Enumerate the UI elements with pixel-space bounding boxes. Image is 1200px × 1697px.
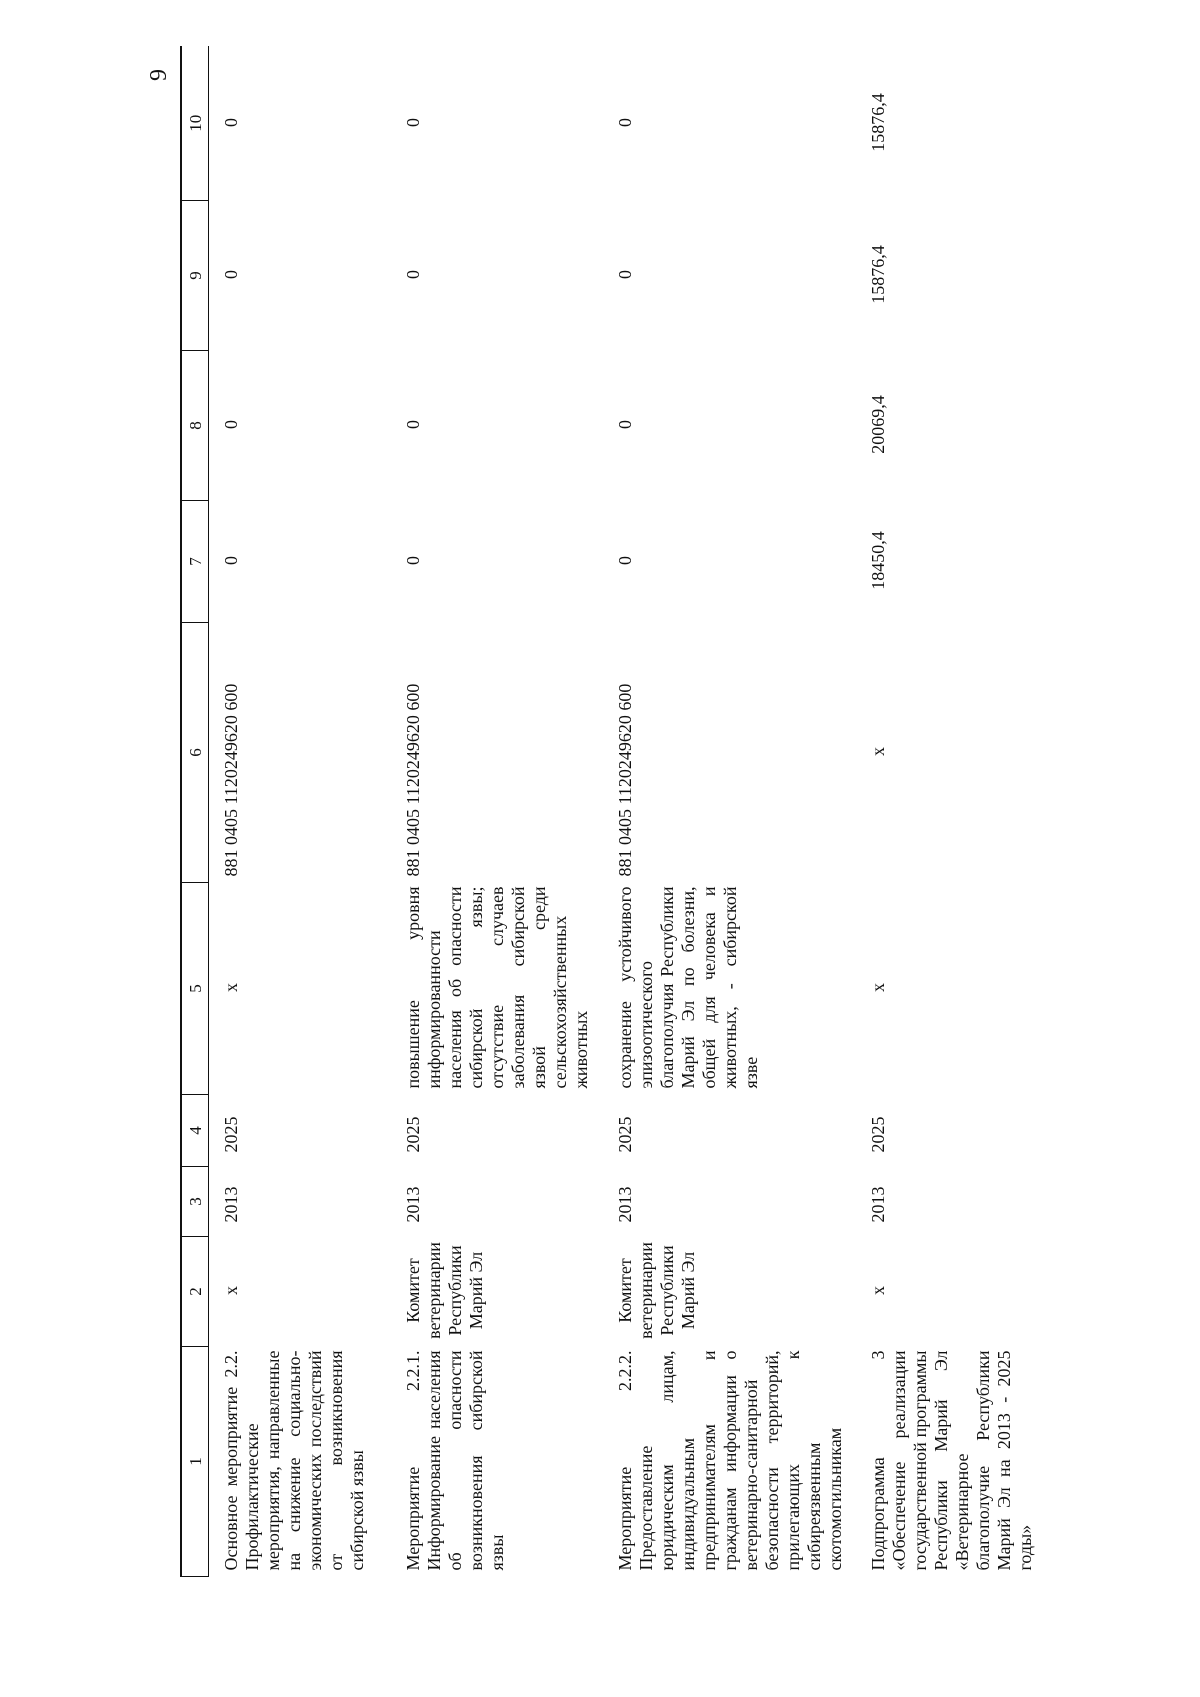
cell-start-year: 2013 [221, 1186, 241, 1223]
table-row [391, 47, 603, 1577]
col-header-4: 4 [181, 1095, 209, 1167]
cell-value-7: 18450,4 [867, 531, 888, 590]
cell-end-year: 2025 [402, 1116, 423, 1153]
cell-budget-code: 881 0405 1120249620 600 [614, 683, 635, 877]
cell-value-8: 0 [614, 420, 635, 429]
table-row [209, 47, 391, 1577]
cell-start-year: 2013 [867, 1186, 888, 1223]
cell-value-10: 0 [221, 118, 241, 127]
col-header-8: 8 [181, 351, 209, 501]
cell-value-8: 0 [402, 420, 423, 429]
cell-budget-code: х [867, 747, 888, 756]
col-header-6: 6 [181, 623, 209, 883]
cell-executor: х [221, 1286, 241, 1295]
col-header-1: 1 [181, 1347, 209, 1577]
cell-value-9: 0 [614, 270, 635, 279]
cell-budget-code: 881 0405 1120249620 600 [402, 683, 423, 877]
cell-result: х [867, 983, 888, 992]
cell-name: Подпрограмма 3 «Обеспечение реализации государственной программы Республики Марий Эл «Ветеринарное благополучие Республики Марий Эл на 2013 - 2025 годы» [867, 1350, 1035, 1571]
cell-executor: х [867, 1286, 888, 1295]
col-header-2: 2 [181, 1237, 209, 1347]
cell-end-year: 2025 [867, 1116, 888, 1153]
cell-value-9: 15876,4 [867, 245, 888, 304]
cell-value-9: 0 [221, 270, 241, 279]
cell-start-year: 2013 [402, 1186, 423, 1223]
cell-value-7: 0 [614, 556, 635, 565]
table-row [603, 47, 856, 1577]
table-row [856, 47, 1046, 1577]
col-header-10: 10 [181, 47, 209, 201]
col-header-3: 3 [181, 1167, 209, 1237]
cell-value-7: 0 [221, 556, 241, 565]
cell-budget-code: 881 0405 1120249620 600 [221, 683, 241, 877]
page-number: 9 [146, 69, 172, 81]
col-header-9: 9 [181, 201, 209, 351]
cell-name: Мероприятие 2.2.1. Информирование населения об опасности возникновения сибирской язвы [402, 1350, 507, 1571]
cell-end-year: 2025 [614, 1116, 635, 1153]
program-table [180, 47, 1046, 1577]
cell-value-10: 15876,4 [867, 93, 888, 152]
cell-value-8: 20069,4 [867, 395, 888, 454]
cell-start-year: 2013 [614, 1186, 635, 1223]
cell-result: сохранение устойчивого эпизоотического благополучия Республики Марий Эл по болезни, общей для человека и животных, - сибирской язве [614, 886, 761, 1089]
cell-value-9: 0 [402, 270, 423, 279]
cell-value-10: 0 [614, 118, 635, 127]
program-table-grid [180, 47, 1046, 1578]
header-row [181, 47, 209, 1577]
cell-end-year: 2025 [221, 1116, 241, 1153]
cell-value-10: 0 [402, 118, 423, 127]
col-header-7: 7 [181, 501, 209, 623]
cell-value-7: 0 [402, 556, 423, 565]
col-header-5: 5 [181, 883, 209, 1095]
cell-name: Мероприятие 2.2.2. Предоставление юридическим лицам, индивидуальным предпринимателям и гражданам информации о ветеринарно-санитарной безопасности территорий, прилегающих к сибиреязвенным скотомогильникам [614, 1350, 845, 1571]
cell-result: повышение уровня информированности населения об опасности сибирской язвы; отсутствие случаев заболевания сибирской язвой среди сельскохозяйственных животных [402, 886, 591, 1089]
cell-value-8: 0 [221, 420, 241, 429]
cell-executor: Комитет ветеринарии Республики Марий Эл [402, 1242, 486, 1339]
cell-result: х [221, 983, 241, 992]
cell-executor: Комитет ветеринарии Республики Марий Эл [614, 1242, 698, 1339]
cell-name: Основное мероприятие 2.2. Профилактические мероприятия, направленные на снижение социально-экономических последствий от возникновения сибирской язвы [221, 1350, 367, 1571]
